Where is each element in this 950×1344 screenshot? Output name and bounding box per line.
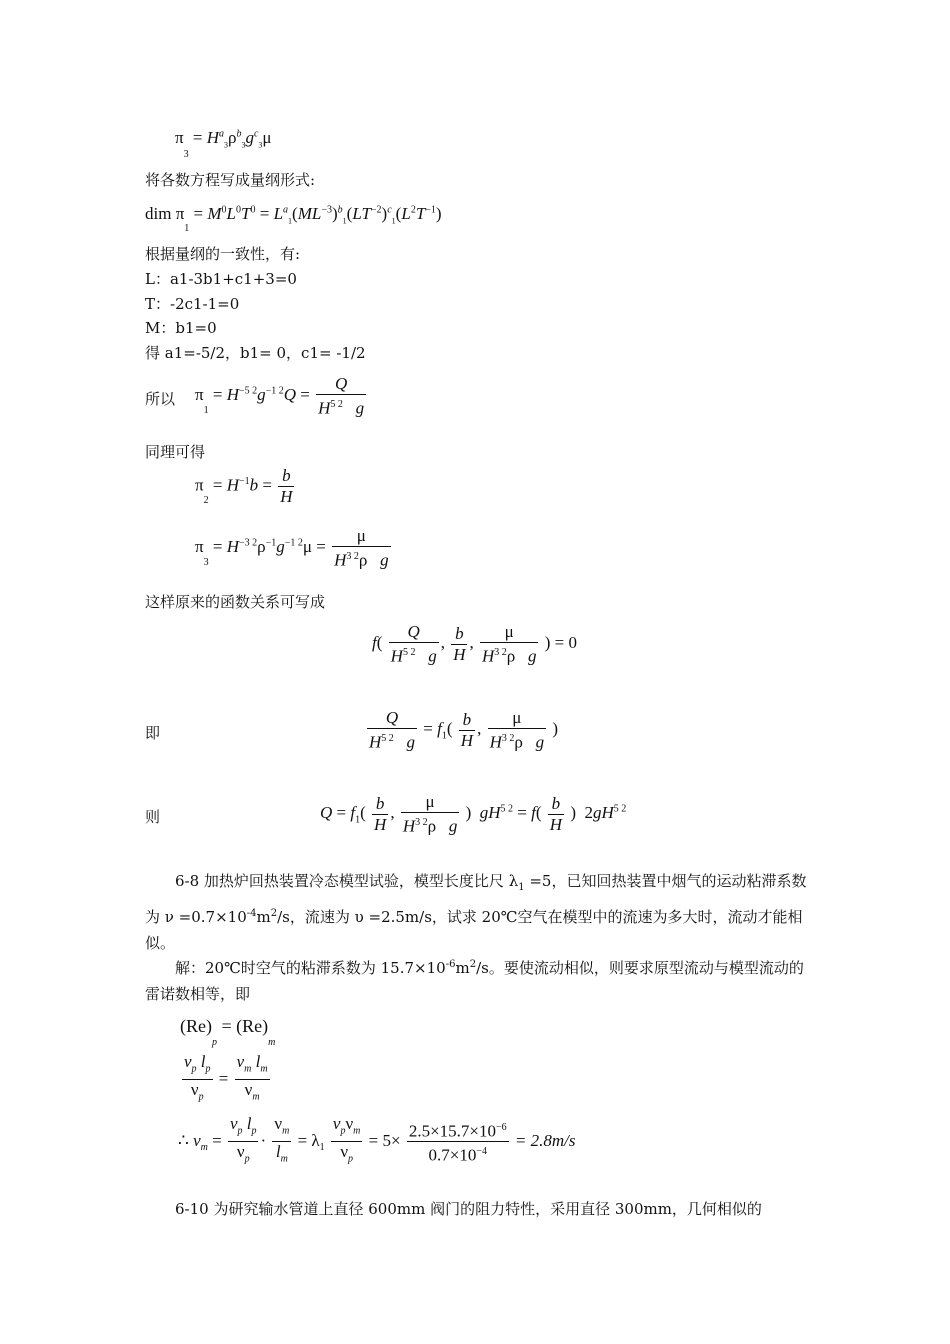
- vm-numerator: 2.5×15.7×10: [408, 1121, 497, 1141]
- eq-f: f( $\frac{Q}{H^{5 2} g}$ , $\frac{b}{H}$ , $\frac{\mu}{H^{3 2}\rho g}$ ) = 0: [372, 622, 577, 666]
- vm-result: = 2.8m/s: [514, 1130, 576, 1150]
- eq-T: T：-2c1-1=0: [145, 295, 240, 313]
- eq-ji: $\frac{Q}{H^{5 2} g}$ = $f_1$( $\frac{b}{H}$ , $\frac{\mu}{H^{3 2}\rho g}$ ): [369, 708, 558, 752]
- text-similarly: 同理可得: [145, 443, 206, 461]
- eq-re: $(Re)_p = (Re)_m$: [180, 1016, 276, 1048]
- eq-result: 得 a1=-5/2，b1= 0，c1= -1/2: [145, 344, 366, 362]
- eq-pi2: $\pi_2 = H^{-1}b$ = $\frac{b}{H}$: [195, 466, 293, 506]
- problem-6-8: 6-8 加热炉回热装置冷态模型试验，模型长度比尺 $\lambda_1 =5$，已知回热装置中烟气的运动粘滞系数为 $\nu =0.7\times 10^{-4}m^2/s$，流速为 υ =2.5m/s，试求 20℃空气在模型中的流速为多大时，流动才能相似。: [145, 872, 807, 952]
- problem-6-10: 6-10 为研究输水管道上直径 600mm 阀门的阻力特性，采用直径 300mm，几何相似的: [175, 1200, 762, 1218]
- eq-vl: $\frac{v_p l_p}{\nu_p}$ = $\frac{v_m l_m}{\nu_m}$: [184, 1052, 268, 1103]
- eq-L: L：a1-3b1+c1+3=0: [145, 270, 297, 288]
- eq-pi3-initial: $\pi_3 = H^a_3\rho^b_3g^c_3\mu$: [175, 128, 272, 161]
- solution-6-8: 解：20℃时空气的粘滞系数为 $15.7\times 10^{-6}m^2/s$。要使流动相似，则要求原型流动与模型流动的雷诺数相等，即: [145, 959, 804, 1003]
- eq-pi1: $\pi_1 = H^{-5 2}g^{-1 2}Q$ = $\frac{Q}{H^{5 2} g}$: [195, 374, 365, 418]
- eq-ze: $Q = f_1$( $\frac{b}{H}$ , $\frac{\mu}{H^{3 2}\rho g}$ ) $gH^{5 2} = f$( $\frac{b}{H}$ ) $2gH^{5 2}$: [320, 792, 627, 836]
- eq-pi3: $\pi_3 = H^{-3 2}\rho^{-1}g^{-1 2}\mu$ = $\frac{\mu}{H^{3 2}\rho g}$: [195, 526, 389, 570]
- text-consistency: 根据量纲的一致性，有:: [145, 245, 301, 263]
- eq-vm: ∴ $v_m$ = $\frac{v_p l_p}{\nu_p}$ · $\frac{\nu_m}{l_m}$ = $\lambda_1$ $\frac{v_p\nu_m}{\nu_p}$ = 5× $\frac{2.5\times 15.7\times 10^{-6}}{0.7\times 10^{-4}}$ = 2.8m/s: [178, 1114, 576, 1166]
- text-write-dims: 将各数方程写成量纲形式:: [145, 171, 316, 189]
- eq-dim-pi1: dim $\pi_1 = M^0L^0T^0 = L^a_1(ML^{-3})^b_1(LT^{-2})^c_1(L^2T^{-1})$: [145, 204, 442, 235]
- text-ze: 则: [145, 808, 161, 826]
- text-function: 这样原来的函数关系可写成: [145, 593, 326, 611]
- eq-M: M：b1=0: [145, 319, 217, 337]
- text-so: 所以: [145, 390, 176, 408]
- text-ji: 即: [145, 724, 161, 742]
- vm-denominator: 0.7×10: [428, 1146, 477, 1166]
